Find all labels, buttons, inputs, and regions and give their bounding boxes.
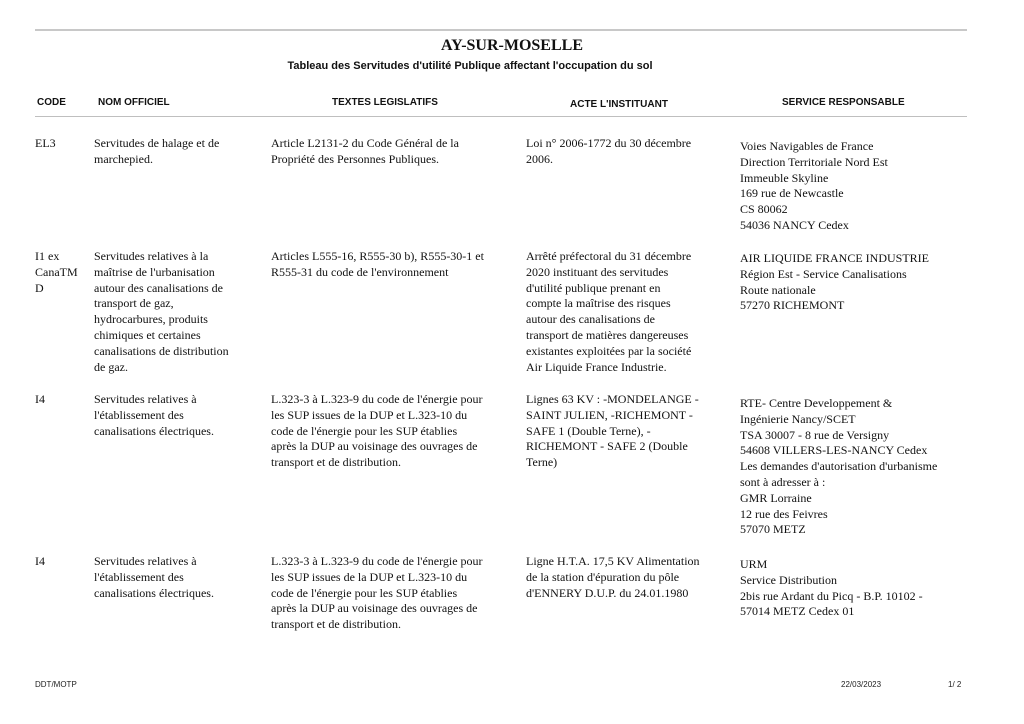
cell-line: RTE- Centre Developpement &: [740, 396, 893, 410]
cell-line: 54036 NANCY Cedex: [740, 217, 849, 232]
cell-code: [35, 136, 87, 152]
cell-line: 57070 METZ: [740, 522, 806, 537]
cell-nom: [94, 392, 259, 439]
cell-line: Loi n° 2006-1772 du 30 décembre: [526, 136, 692, 150]
cell-line: sont à adresser à :: [740, 474, 826, 489]
cell-line: 2006.: [526, 151, 553, 166]
cell-line: L.323-3 à L.323-9 du code de l'énergie pour: [271, 554, 483, 568]
cell-textes: [271, 136, 515, 168]
cell-service: [740, 251, 980, 314]
cell-line: Servitudes de halage et de: [94, 136, 220, 150]
cell-line: L.323-3 à L.323-9 du code de l'énergie pour: [271, 392, 483, 406]
cell-line: d'ENNERY D.U.P. du 24.01.1980: [526, 585, 689, 600]
cell-nom: [94, 136, 259, 168]
cell-line: l'établissement des: [94, 569, 184, 584]
cell-line: transport de gaz,: [94, 296, 174, 311]
cell-line: canalisations électriques.: [94, 423, 214, 438]
cell-line: GMR Lorraine: [740, 490, 812, 505]
page-title: AY-SUR-MOSELLE: [441, 37, 583, 54]
cell-line: transport et de distribution.: [271, 617, 401, 632]
cell-code: [35, 554, 87, 570]
cell-line: URM: [740, 557, 768, 571]
cell-line: autour des canalisations de: [526, 312, 655, 327]
cell-line: code de l'énergie pour les SUP établies: [271, 423, 458, 438]
cell-line: canalisations de distribution: [94, 343, 229, 358]
cell-line: I4: [35, 554, 45, 568]
cell-line: de gaz.: [94, 359, 128, 374]
cell-line: RICHEMONT - SAFE 2 (Double: [526, 439, 688, 454]
page-subtitle: Tableau des Servitudes d'utilité Publique affectant l'occupation du sol: [287, 60, 653, 72]
cell-line: Article L2131-2 du Code Général de la: [271, 136, 459, 150]
cell-line: Arrêté préfectoral du 31 décembre: [526, 249, 692, 263]
cell-acte: [526, 249, 722, 375]
cell-line: 2020 instituant des servitudes: [526, 264, 669, 279]
cell-line: existantes exploitées par la société: [526, 343, 692, 358]
cell-line: D: [35, 280, 44, 295]
cell-line: canalisations électriques.: [94, 585, 214, 600]
column-header-service: SERVICE RESPONSABLE: [782, 97, 905, 108]
cell-line: chimiques et certaines: [94, 327, 201, 342]
cell-line: Lignes 63 KV : -MONDELANGE -: [526, 392, 699, 406]
cell-textes: [271, 249, 515, 281]
cell-acte: [526, 554, 722, 601]
cell-line: 169 rue de Newcastle: [740, 186, 844, 201]
cell-line: l'établissement des: [94, 407, 184, 422]
cell-textes: [271, 554, 515, 633]
cell-line: 57014 METZ Cedex 01: [740, 604, 855, 619]
cell-line: code de l'énergie pour les SUP établies: [271, 585, 458, 600]
cell-line: 2bis rue Ardant du Picq - B.P. 10102 -: [740, 588, 923, 603]
footer-page-number: 1/ 2: [948, 680, 962, 689]
header-rule: [35, 116, 967, 117]
cell-line: CS 80062: [740, 202, 788, 217]
cell-line: Servitudes relatives à: [94, 392, 197, 406]
cell-nom: [94, 249, 259, 375]
cell-line: Air Liquide France Industrie.: [526, 359, 667, 374]
cell-line: EL3: [35, 136, 56, 150]
cell-code: [35, 392, 87, 408]
cell-acte: [526, 392, 722, 471]
column-header-acte: ACTE L'INSTITUANT: [570, 99, 668, 110]
cell-line: 54608 VILLERS-LES-NANCY Cedex: [740, 443, 928, 458]
cell-line: Les demandes d'autorisation d'urbanisme: [740, 459, 938, 474]
cell-line: I1 ex: [35, 249, 60, 263]
cell-line: transport de matières dangereuses: [526, 327, 689, 342]
cell-line: Ligne H.T.A. 17,5 KV Alimentation: [526, 554, 700, 568]
cell-line: I4: [35, 392, 45, 406]
cell-code: [35, 249, 87, 296]
cell-line: AIR LIQUIDE FRANCE INDUSTRIE: [740, 251, 929, 265]
cell-line: Région Est - Service Canalisations: [740, 266, 907, 281]
cell-textes: [271, 392, 515, 471]
cell-line: Ingénierie Nancy/SCET: [740, 411, 856, 426]
cell-service: [740, 396, 980, 538]
cell-line: maîtrise de l'urbanisation: [94, 264, 215, 279]
cell-line: Servitudes relatives à la: [94, 249, 209, 263]
cell-line: Propriété des Personnes Publiques.: [271, 151, 439, 166]
cell-line: les SUP issues de la DUP et L.323-10 du: [271, 569, 468, 584]
column-header-textes: TEXTES LEGISLATIFS: [332, 97, 438, 108]
cell-acte: [526, 136, 722, 168]
footer-source: DDT/MOTP: [35, 680, 77, 689]
cell-line: Immeuble Skyline: [740, 170, 829, 185]
cell-line: Voies Navigables de France: [740, 139, 874, 153]
cell-line: 57270 RICHEMONT: [740, 298, 845, 313]
cell-line: CanaTM: [35, 264, 78, 279]
footer-date: 22/03/2023: [841, 680, 882, 689]
cell-service: [740, 557, 980, 620]
cell-line: Servitudes relatives à: [94, 554, 197, 568]
cell-line: les SUP issues de la DUP et L.323-10 du: [271, 407, 468, 422]
cell-line: marchepied.: [94, 151, 153, 166]
cell-line: 12 rue des Feivres: [740, 506, 828, 521]
cell-line: Route nationale: [740, 282, 816, 297]
column-header-nom: NOM OFFICIEL: [98, 97, 170, 108]
cell-line: d'utilité publique prenant en: [526, 280, 661, 295]
cell-line: TSA 30007 - 8 rue de Versigny: [740, 427, 890, 442]
top-rule: [35, 29, 967, 31]
cell-line: SAINT JULIEN, -RICHEMONT -: [526, 407, 693, 422]
cell-line: autour des canalisations de: [94, 280, 223, 295]
cell-line: après la DUP au voisinage des ouvrages de: [271, 439, 478, 454]
cell-line: Articles L555-16, R555-30 b), R555-30-1 et: [271, 249, 484, 263]
cell-nom: [94, 554, 259, 601]
cell-line: de la station d'épuration du pôle: [526, 569, 680, 584]
cell-line: transport et de distribution.: [271, 455, 401, 470]
cell-service: [740, 139, 980, 234]
cell-line: après la DUP au voisinage des ouvrages de: [271, 601, 478, 616]
cell-line: compte la maîtrise des risques: [526, 296, 671, 311]
cell-line: SAFE 1 (Double Terne), -: [526, 423, 651, 438]
cell-line: hydrocarbures, produits: [94, 312, 208, 327]
cell-line: Service Distribution: [740, 572, 837, 587]
column-header-code: CODE: [37, 97, 66, 108]
cell-line: Terne): [526, 455, 558, 470]
cell-line: R555-31 du code de l'environnement: [271, 264, 449, 279]
cell-line: Direction Territoriale Nord Est: [740, 154, 888, 169]
